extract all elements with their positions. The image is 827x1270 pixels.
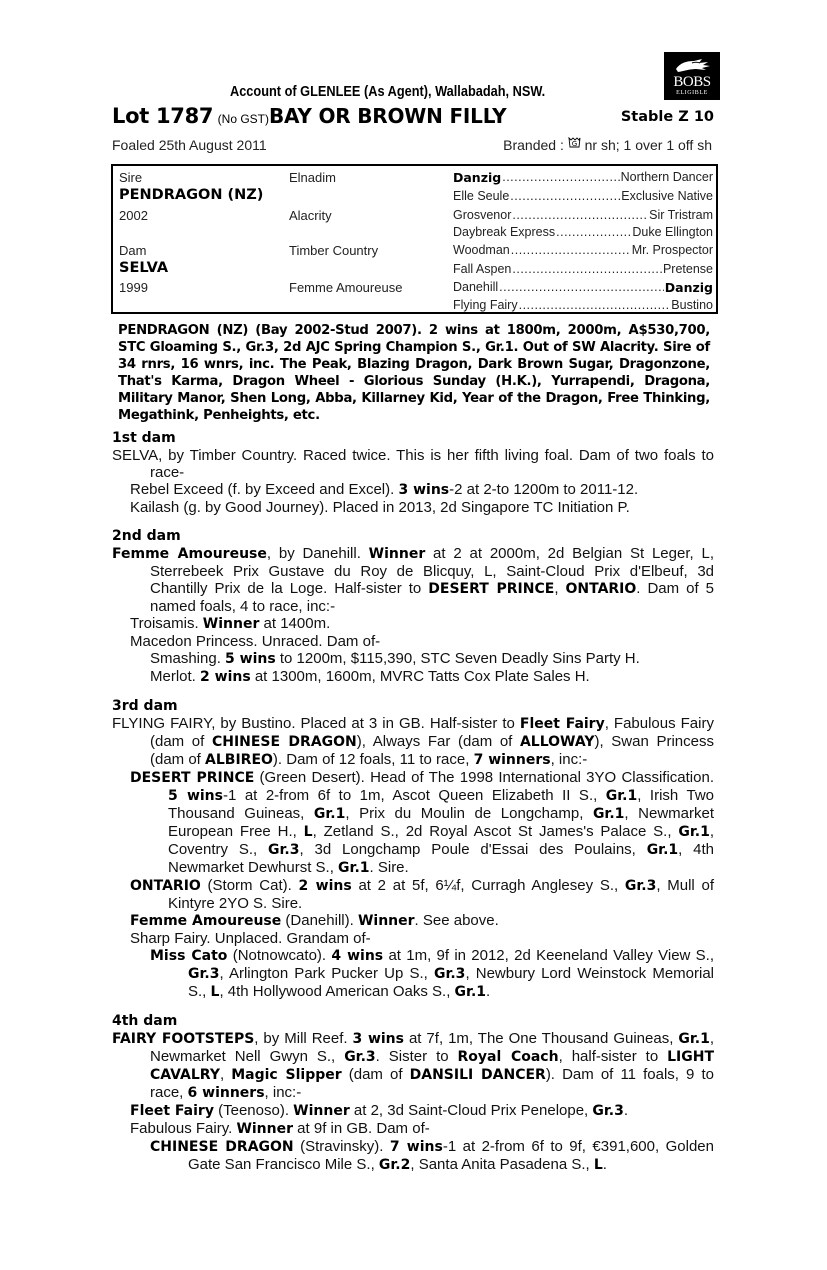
entry-text: , 4th Hollywood American Oaks S., xyxy=(219,983,455,1000)
entry-bold: Gr.1 xyxy=(338,860,370,876)
entry-bold: DANSILI DANCER xyxy=(409,1067,546,1083)
entry-bold: Fleet Fairy xyxy=(519,716,605,732)
entry-bold: Winner xyxy=(202,616,260,632)
g3-name: Elle Seule xyxy=(453,189,510,203)
section-heading-3rd-dam: 3rd dam xyxy=(112,698,178,714)
entry-bold: CHINESE DRAGON xyxy=(211,734,357,750)
entry-text: ), Swan Princess (dam of xyxy=(150,733,714,768)
dam-label: Dam xyxy=(119,243,147,258)
sire-year: 2002 xyxy=(119,208,148,223)
g3-name: Fall Aspen xyxy=(453,262,512,276)
entry-text: , by Danehill. xyxy=(266,545,369,562)
entry-bold: Gr.1 xyxy=(313,806,346,822)
progeny-entry-ontario xyxy=(112,877,714,912)
stable-location: Stable Z 10 xyxy=(620,109,714,125)
entry-text: . xyxy=(602,1156,607,1173)
leader-dots xyxy=(499,280,664,298)
entry-bold: Femme Amoureuse xyxy=(130,913,282,929)
entry-text: , xyxy=(554,580,566,597)
g3-sire: Pretense xyxy=(662,262,713,276)
entry-text: at 7f, 1m, The One Thousand Guineas, xyxy=(403,1030,679,1047)
entry-bold: Gr.1 xyxy=(678,1031,710,1047)
entry-bold: Gr.1 xyxy=(605,788,638,804)
entry-text: , Santa Anita Pasadena S., xyxy=(410,1156,594,1173)
entry-bold: 2 wins xyxy=(298,878,352,894)
entry-text: (Storm Cat). xyxy=(200,877,299,894)
foaling-info xyxy=(112,137,712,153)
progeny-entry: Kailash (g. by Good Journey). Placed in 2013, 2d Singapore TC Initiation P. xyxy=(130,499,630,516)
progeny-entry xyxy=(112,615,714,633)
entry-bold: CHINESE DRAGON xyxy=(150,1139,294,1155)
g3-sire: Exclusive Native xyxy=(621,189,713,203)
entry-text: , 3d Longchamp Poule d'Essai des Poulains, xyxy=(299,841,647,858)
entry-text: at 1300m, 1600m, MVRC Tatts Cox Plate Sales H. xyxy=(250,668,590,685)
lot-number: Lot 1787 xyxy=(112,104,214,128)
entry-bold: Gr.1 xyxy=(646,842,679,858)
leader-dots xyxy=(502,170,619,188)
entry-bold: 3 wins xyxy=(352,1031,404,1047)
entry-text: , inc:- xyxy=(550,751,588,768)
entry-text: , Coventry S., xyxy=(168,823,714,858)
entry-bold: ALBIREO xyxy=(205,752,273,768)
branded-value: nr sh; 1 over 1 off sh xyxy=(584,137,712,153)
pedigree-g3-row xyxy=(453,262,713,280)
entry-text: FLYING FAIRY, by Bustino. Placed at 3 in GB. Half-sister to xyxy=(112,715,520,732)
sire-description: PENDRAGON (NZ) (Bay 2002-Stud 2007). 2 wins at 1800m, 2000m, A$530,700, STC Gloaming S., Gr.3, 2d AJC Spring Champion S., Gr.1. Out of SW Alacrity. Sire of 34 rnrs, 16 wnrs, inc. The Peak, Blazing Dragon, Dark Brown Sugar, Dragonzone, That's Karma, Dragon Wheel - Glorious Sunday (H.K.), Yurrapendi, Dragona, Military Manor, Shen Long, Abba, Killarney Kid, Year of the Dragon, Free Thinking, Megathink, Penheights, etc. xyxy=(118,323,710,423)
logo-text: BOBS xyxy=(673,74,711,90)
entry-bold: L xyxy=(593,1157,603,1173)
pedigree-g3-row xyxy=(453,170,713,188)
leader-dots xyxy=(511,243,631,261)
catalogue-body xyxy=(112,430,714,1174)
entry-bold: LIGHT CAVALRY xyxy=(150,1049,715,1083)
second-dam-paragraph xyxy=(112,545,714,615)
leader-dots xyxy=(512,208,648,226)
entry-bold: L xyxy=(303,824,313,840)
entry-text: . Sister to xyxy=(375,1048,458,1065)
entry-text: . Sire. xyxy=(369,859,409,876)
entry-text: (Green Desert). Head of The 1998 International 3YO Classification. xyxy=(254,769,714,786)
grand-progeny-entry xyxy=(112,668,714,686)
grand-progeny-entry-miss-cato xyxy=(112,947,714,1001)
entry-bold: 6 winners xyxy=(187,1085,265,1101)
entry-text: . Dam of 5 named foals, 4 to race, inc:- xyxy=(150,580,714,615)
entry-text: ). Dam of 11 foals, 9 to race, xyxy=(150,1066,714,1101)
entry-text: to 1200m, $115,390, STC Seven Deadly Sins Party H. xyxy=(275,650,640,667)
entry-bold: ALLOWAY xyxy=(519,734,595,750)
entry-bold: DESERT PRINCE xyxy=(428,581,555,597)
entry-bold: Gr.3 xyxy=(624,878,657,894)
entry-text: , Mull of Kintyre 2YO S. Sire. xyxy=(168,877,714,912)
entry-bold: Gr.3 xyxy=(268,842,300,858)
entry-text: at 1400m. xyxy=(259,615,331,632)
entry-text: Rebel Exceed (f. by Exceed and Excel). xyxy=(130,481,399,498)
foaled-date: Foaled 25th August 2011 xyxy=(112,137,267,153)
third-dam-paragraph xyxy=(112,715,714,769)
entry-bold: Gr.1 xyxy=(592,806,625,822)
entry-bold: Winner xyxy=(368,546,426,562)
entry-text: (Danehill). xyxy=(281,912,358,929)
entry-bold: Gr.3 xyxy=(592,1103,624,1119)
entry-text: , Fabulous Fairy (dam of xyxy=(150,715,714,750)
g3-name: Flying Fairy xyxy=(453,298,518,312)
entry-text: Merlot. xyxy=(150,668,201,685)
entry-text: , half-sister to xyxy=(558,1048,668,1065)
branded-label: Branded : xyxy=(503,137,564,153)
entry-text: , Irish Two Thousand Guineas, xyxy=(168,787,714,822)
entry-bold: Royal Coach xyxy=(457,1049,559,1065)
entry-text: at 2, 3d Saint-Cloud Prix Penelope, xyxy=(349,1102,593,1119)
pedigree-g3-row xyxy=(453,189,713,207)
entry-bold: DESERT PRINCE xyxy=(130,770,255,786)
entry-text: -1 at 2-from 6f to 9f, €391,600, Golden Gate San Francisco Mile S., xyxy=(188,1138,714,1173)
g3-sire: Danzig xyxy=(664,280,713,295)
entry-bold: Gr.1 xyxy=(678,824,710,840)
entry-text: , inc:- xyxy=(264,1084,302,1101)
leader-dots xyxy=(556,225,631,243)
lot-description: BAY OR BROWN FILLY xyxy=(269,104,507,128)
entry-text: (dam of xyxy=(341,1066,410,1083)
progeny-entry: Macedon Princess. Unraced. Dam of- xyxy=(130,633,381,650)
entry-bold: ONTARIO xyxy=(565,581,637,597)
logo-subtext: ELIGIBLE xyxy=(676,90,708,96)
g3-name: Danehill xyxy=(453,280,499,294)
leader-dots xyxy=(512,262,662,280)
fourth-dam-paragraph xyxy=(112,1030,714,1102)
entry-text: , Arlington Park Pucker Up S., xyxy=(219,965,434,982)
entry-bold: Miss Cato xyxy=(150,948,228,964)
entry-bold: Gr.3 xyxy=(344,1049,376,1065)
entry-bold: Winner xyxy=(236,1121,294,1137)
brand-info xyxy=(503,137,712,153)
g3-name: Woodman xyxy=(453,243,510,257)
entry-text: at 9f in GB. Dam of- xyxy=(293,1120,430,1137)
g3-sire: Duke Ellington xyxy=(632,225,713,239)
g3-sire: Sir Tristram xyxy=(649,208,713,222)
pedigree-table xyxy=(111,164,718,314)
entry-text: , Newbury Lord Weinstock Memorial S., xyxy=(188,965,715,1000)
vendor-account: Account of GLENLEE (As Agent), Wallabadah, NSW. xyxy=(230,84,546,100)
entry-bold: 4 wins xyxy=(331,948,384,964)
pedigree-g3-row xyxy=(453,243,713,261)
entry-bold: Magic Slipper xyxy=(231,1067,342,1083)
entry-bold: ONTARIO xyxy=(130,878,201,894)
g3-name: Daybreak Express xyxy=(453,225,556,239)
g3-name: Grosvenor xyxy=(453,208,512,222)
grand-progeny-entry xyxy=(112,650,714,668)
entry-text: ), Always Far (dam of xyxy=(356,733,520,750)
entry-bold: Gr.3 xyxy=(188,966,220,982)
progeny-entry-sharp-fairy: Sharp Fairy. Unplaced. Grandam of- xyxy=(130,930,371,947)
entry-text: Smashing. xyxy=(150,650,226,667)
entry-bold: 3 wins xyxy=(398,482,450,498)
sire-label: Sire xyxy=(119,170,143,185)
entry-text: (Stravinsky). xyxy=(293,1138,390,1155)
entry-text: . See above. xyxy=(414,912,499,929)
leader-dots xyxy=(510,189,620,207)
pedigree-g3-row xyxy=(453,280,713,298)
progeny-entry-femme-amoureuse xyxy=(112,912,714,930)
sire-name: PENDRAGON (NZ) xyxy=(119,187,264,203)
entry-text: at 2 at 5f, 6¼f, Curragh Anglesey S., xyxy=(351,877,625,894)
entry-bold: Gr.3 xyxy=(433,966,466,982)
entry-text: , Newmarket European Free H., xyxy=(168,805,714,840)
svg-text:G: G xyxy=(571,140,577,148)
entry-bold: 5 wins xyxy=(168,788,223,804)
g3-name: Danzig xyxy=(453,170,502,185)
dam-dam: Femme Amoureuse xyxy=(289,280,403,295)
entry-text: , by Mill Reef. xyxy=(254,1030,353,1047)
entry-text: Troisamis. xyxy=(130,615,203,632)
progeny-entry-desert-prince xyxy=(112,769,714,877)
dam-year: 1999 xyxy=(119,280,148,295)
entry-text: , xyxy=(219,1066,232,1083)
pedigree-g3-row xyxy=(453,225,713,243)
g3-sire: Northern Dancer xyxy=(620,170,713,184)
entry-text: . xyxy=(623,1102,629,1119)
horse-head-icon xyxy=(672,57,712,75)
entry-bold: Fleet Fairy xyxy=(130,1103,214,1119)
entry-text: , 4th Newmarket Dewhurst S., xyxy=(168,841,715,876)
g-brand-icon xyxy=(568,137,581,151)
entry-bold: 5 wins xyxy=(225,651,276,667)
gst-note: (No GST) xyxy=(217,112,270,126)
progeny-entry-fleet-fairy xyxy=(112,1102,714,1120)
entry-bold: Winner xyxy=(293,1103,350,1119)
g3-sire: Mr. Prospector xyxy=(631,243,713,257)
entry-text: -1 at 2-from 6f to 1m, Ascot Queen Elizabeth II S., xyxy=(222,787,606,804)
entry-bold: 7 winners xyxy=(473,752,551,768)
entry-bold: Femme Amoureuse xyxy=(112,546,267,562)
entry-bold: Gr.2 xyxy=(378,1157,411,1173)
pedigree-g3-row xyxy=(453,298,713,316)
bobs-eligible-logo xyxy=(664,52,720,100)
entry-bold: FAIRY FOOTSTEPS xyxy=(112,1031,255,1047)
section-heading-2nd-dam: 2nd dam xyxy=(112,528,181,544)
entry-text: at 1m, 9f in 2012, 2d Keeneland Valley View S., xyxy=(383,947,714,964)
entry-text: Fabulous Fairy. xyxy=(130,1120,237,1137)
entry-bold: L xyxy=(210,984,220,1000)
entry-text: , Zetland S., 2d Royal Ascot St James's Palace S., xyxy=(312,823,679,840)
entry-text: -2 at 2-to 1200m to 2011-12. xyxy=(449,481,639,498)
pedigree-g3-row xyxy=(453,208,713,226)
lot-header xyxy=(112,104,714,128)
entry-text: (Notnowcato). xyxy=(227,947,332,964)
entry-text: (Teenoso). xyxy=(213,1102,294,1119)
entry-text: , Newmarket Nell Gwyn S., xyxy=(150,1030,714,1065)
g3-sire: Bustino xyxy=(671,298,713,312)
progeny-entry-fabulous-fairy xyxy=(112,1120,714,1138)
sire-sire: Elnadim xyxy=(289,170,336,185)
entry-bold: 2 wins xyxy=(200,669,251,685)
sire-dam: Alacrity xyxy=(289,208,332,223)
section-heading-4th-dam: 4th dam xyxy=(112,1013,178,1029)
progeny-entry xyxy=(112,481,714,499)
leader-dots xyxy=(519,298,671,316)
dam-sire: Timber Country xyxy=(289,243,379,258)
grand-progeny-entry-chinese-dragon xyxy=(112,1138,714,1174)
first-dam-paragraph: SELVA, by Timber Country. Raced twice. This is her fifth living foal. Dam of two foals to race- xyxy=(112,447,714,481)
entry-bold: 7 wins xyxy=(389,1139,443,1155)
section-heading-1st-dam: 1st dam xyxy=(112,430,176,446)
entry-text: ). Dam of 12 foals, 11 to race, xyxy=(272,751,474,768)
entry-text: . xyxy=(486,983,491,1000)
entry-text: at 2 at 2000m, 2d Belgian St Leger, L, Sterrebeek Prix Gustave du Roy de Blicquy, L, Saint-Cloud Prix d'Elbeuf, 3d Chantilly Prix de la Loge. Half-sister to xyxy=(150,545,714,597)
entry-text: , Prix du Moulin de Longchamp, xyxy=(345,805,593,822)
entry-bold: Gr.1 xyxy=(454,984,487,1000)
dam-name: SELVA xyxy=(119,260,169,276)
entry-bold: Winner xyxy=(357,913,415,929)
